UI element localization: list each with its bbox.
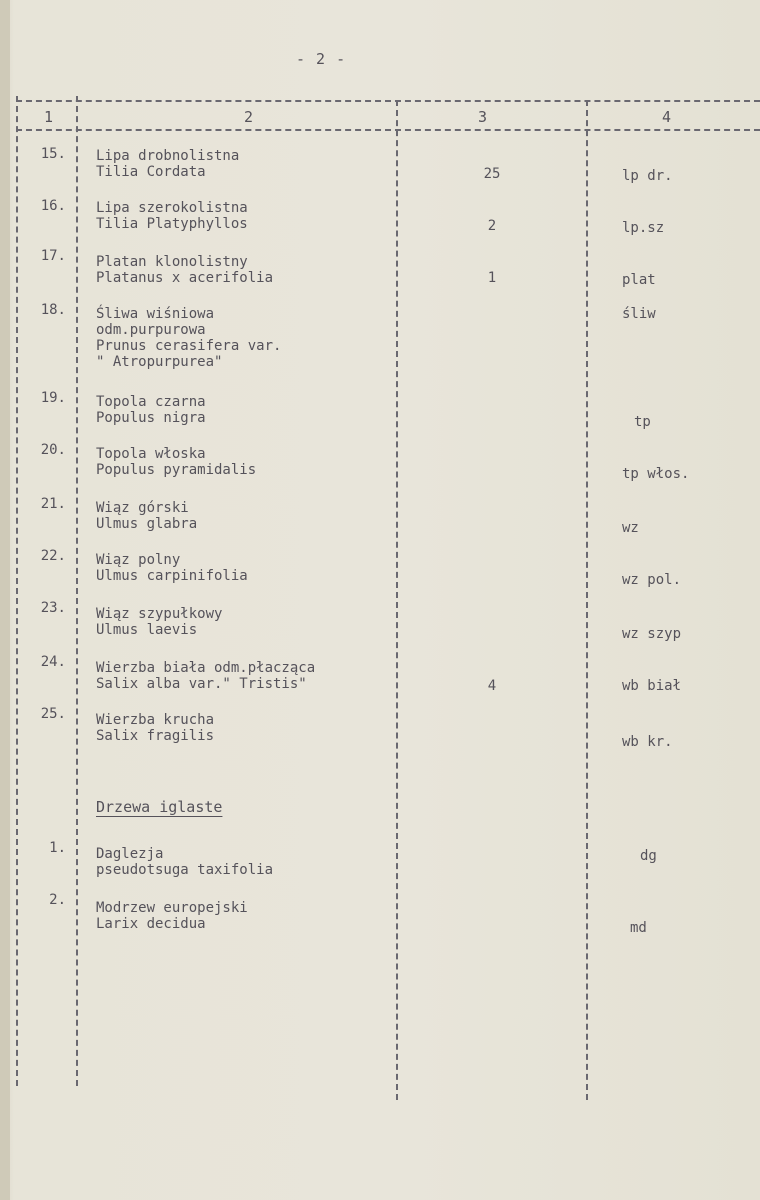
species-name: Wierzba krucha Salix fragilis: [96, 712, 215, 744]
abbreviation: lp.sz: [622, 220, 665, 236]
row-number: 21.: [40, 496, 66, 512]
row-number: 15.: [40, 146, 66, 162]
column-header-3: 3: [478, 108, 488, 126]
quantity: 2: [487, 218, 497, 234]
species-name: Wierzba biała odm.płacząca Salix alba var." Tristis": [96, 660, 316, 692]
species-name: Lipa drobnolistna Tilia Cordata: [96, 148, 240, 180]
abbreviation: wz pol.: [622, 572, 682, 588]
abbreviation: md: [630, 920, 647, 936]
column-divider-1: [76, 96, 78, 1086]
column-header-1: 1: [44, 108, 54, 126]
column-divider-2: [396, 100, 398, 1100]
row-number: 24.: [40, 654, 66, 670]
row-number: 25.: [40, 706, 66, 722]
table-header-rule: [16, 129, 760, 131]
abbreviation: wz: [622, 520, 639, 536]
row-number: 18.: [40, 302, 66, 318]
species-name: Śliwa wiśniowa odm.purpurowa Prunus cerasifera var. " Atropurpurea": [96, 306, 282, 370]
column-divider-left: [16, 96, 18, 1086]
page-number: - 2 -: [296, 50, 347, 68]
row-number: 20.: [40, 442, 66, 458]
quantity: 25: [483, 166, 501, 182]
column-header-4: 4: [662, 108, 672, 126]
row-number: 1.: [49, 840, 66, 856]
row-number: 23.: [40, 600, 66, 616]
species-name: Wiąz polny Ulmus carpinifolia: [96, 552, 248, 584]
row-number: 19.: [40, 390, 66, 406]
abbreviation: wb biał: [622, 678, 682, 694]
species-name: Wiąz szypułkowy Ulmus laevis: [96, 606, 223, 638]
row-number: 22.: [40, 548, 66, 564]
page-edge: [0, 0, 10, 1200]
species-name: Daglezja pseudotsuga taxifolia: [96, 846, 274, 878]
row-number: 16.: [40, 198, 66, 214]
quantity: 4: [487, 678, 497, 694]
quantity: 1: [487, 270, 497, 286]
abbreviation: śliw: [622, 306, 656, 322]
species-name: Wiąz górski Ulmus glabra: [96, 500, 198, 532]
abbreviation: lp dr.: [622, 168, 673, 184]
species-name: Modrzew europejski Larix decidua: [96, 900, 248, 932]
species-name: Platan klonolistny Platanus x acerifolia: [96, 254, 274, 286]
row-number: 17.: [40, 248, 66, 264]
abbreviation: dg: [640, 848, 657, 864]
abbreviation: wz szyp: [622, 626, 682, 642]
row-number: 2.: [49, 892, 66, 908]
abbreviation: plat: [622, 272, 656, 288]
abbreviation: wb kr.: [622, 734, 673, 750]
species-name: Topola włoska Populus pyramidalis: [96, 446, 257, 478]
species-name: Topola czarna Populus nigra: [96, 394, 206, 426]
column-header-2: 2: [244, 108, 254, 126]
species-name: Lipa szerokolistna Tilia Platyphyllos: [96, 200, 248, 232]
column-divider-3: [586, 100, 588, 1100]
table-top-rule: [16, 100, 760, 102]
section-title-conifers: Drzewa iglaste: [96, 798, 223, 816]
abbreviation: tp: [634, 414, 651, 430]
abbreviation: tp włos.: [622, 466, 690, 482]
